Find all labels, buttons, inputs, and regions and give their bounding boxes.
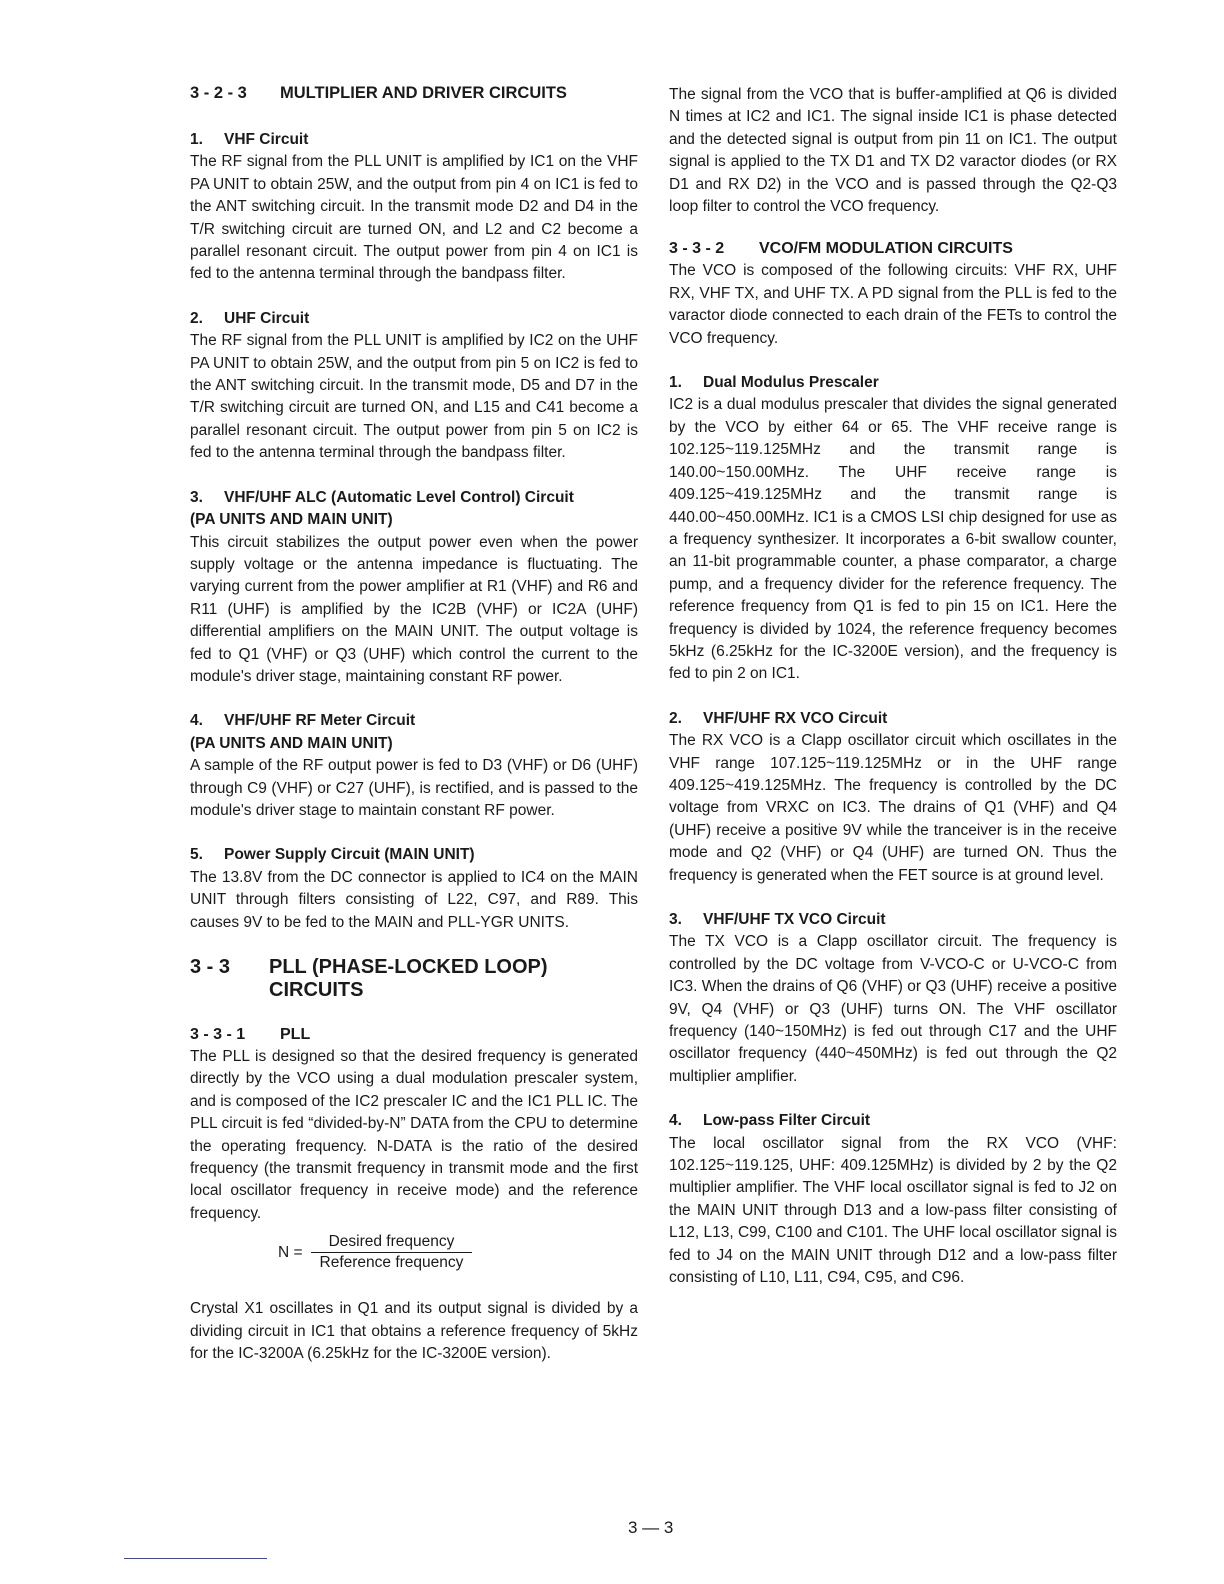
item-vhf-circuit	[190, 129, 638, 286]
item-heading: 2. VHF/UHF RX VCO Circuit	[669, 709, 888, 727]
section-title: PLL (PHASE-LOCKED LOOP) CIRCUITS	[269, 956, 548, 1001]
item-body: The 13.8V from the DC connector is applied to IC4 on the MAIN UNIT through filters consisting of L22, C97, and R89. This causes 9V to be fed to the MAIN and PLL-YGR UNITS.	[190, 868, 638, 931]
formula-numerator: Desired frequency	[311, 1233, 473, 1253]
section-title: VCO/FM MODULATION CIRCUITS	[759, 240, 1013, 258]
formula-denominator: Reference frequency	[319, 1254, 464, 1272]
right-column	[669, 84, 1117, 1312]
item-heading: 5. Power Supply Circuit (MAIN UNIT)	[190, 846, 475, 864]
item-heading: 1. Dual Modulus Prescaler	[669, 374, 879, 392]
item-rf-meter-circuit	[190, 710, 638, 822]
item-alc-circuit	[190, 487, 638, 689]
left-column	[190, 84, 638, 1387]
item-body: The RX VCO is a Clapp oscillator circuit which oscillates in the VHF range 107.125~119.125MHz or in the UHF range 409.125~419.125MHz. The frequency is controlled by the DC voltage from VRXC on IC3. The drains of Q1 (VHF) and Q4 (UHF) receive a positive 9V while the tranceiver is in the receive mode and Q2 (VHF) or Q4 (UHF) are turned ON. Thus the frequency is generated when the FET source is at ground level.	[669, 732, 1117, 884]
formula-lhs: N =	[278, 1243, 303, 1261]
pll-body: The PLL is designed so that the desired frequency is generated directly by the VCO using a dual modulation prescaler system, and is composed of the IC2 prescaler IC and the IC1 PLL IC. The PLL circuit is fed “divided-by-N” DATA from the CPU to determine the operating frequency. N-DATA is the ratio of the desired frequency (the transmit frequency in transmit mode and the first local oscillator frequency in receive mode) and the reference frequency.	[190, 1048, 638, 1222]
item-heading-line2: (PA UNITS AND MAIN UNIT)	[190, 511, 393, 529]
section-heading-3-2-3	[190, 84, 638, 103]
section-number: 3 - 2 - 3	[190, 84, 247, 102]
crystal-body: Crystal X1 oscillates in Q1 and its output signal is divided by a dividing circuit in IC1 that obtains a reference frequency of 5kHz for the IC-3200A (6.25kHz for the IC-3200E version).	[190, 1300, 638, 1363]
section-number: 3 - 3 - 1	[190, 1026, 246, 1043]
item-heading: 1. VHF Circuit	[190, 131, 309, 148]
item-heading-line2: (PA UNITS AND MAIN UNIT)	[190, 734, 393, 752]
item-heading: 3. VHF/UHF TX VCO Circuit	[669, 911, 886, 928]
item-heading: 4. Low-pass Filter Circuit	[669, 1112, 871, 1130]
page-number: 3 — 3	[628, 1518, 674, 1537]
item-heading: 3. VHF/UHF ALC (Automatic Level Control) Circuit	[190, 488, 574, 506]
item-body: The RF signal from the PLL UNIT is amplified by IC2 on the UHF PA UNIT to obtain 25W, and the output from pin 5 on IC2 is fed to the ANT switching circuit. In the transmit mode, D5 and D7 in the T/R switching circuit are turned ON, and L15 and C41 become a parallel resonant circuit. The output power from pin 5 on IC2 is fed to the antenna terminal through the bandpass filter.	[190, 332, 638, 462]
n-formula	[278, 1233, 638, 1272]
section-title: MULTIPLIER AND DRIVER CIRCUITS	[280, 84, 567, 102]
item-heading: 2. UHF Circuit	[190, 309, 310, 327]
item-heading: 4. VHF/UHF RF Meter Circuit	[190, 712, 416, 730]
item-body: This circuit stabilizes the output power even when the power supply voltage or the antenna impedance is fluctuating. The varying current from the power amplifier at R1 (VHF) and R6 and R11 (UHF) is amplified by the IC2B (VHF) or IC2A (UHF) differential amplifiers on the MAIN UNIT. The output voltage is fed to Q1 (VHF) or Q3 (UHF) which control the current to the module's driver stage, maintaining constant RF power.	[190, 533, 638, 685]
formula-fraction	[311, 1233, 473, 1272]
section-heading-3-3-2	[669, 240, 1117, 258]
item-uhf-circuit	[190, 308, 638, 465]
footnote-rule	[124, 1558, 267, 1559]
section-heading-3-3-1	[190, 1026, 638, 1044]
vco-intro-paragraph: The signal from the VCO that is buffer-amplified at Q6 is divided N times at IC2 and IC1. The signal inside IC1 is phase detected and the detected signal is output from pin 11 on IC1. The output signal is applied to the TX D1 and TX D2 varactor diodes (or RX D1 and RX D2) in the VCO and is passed through the Q2-Q3 loop filter to control the VCO frequency.	[669, 86, 1117, 216]
item-rx-vco-circuit	[669, 708, 1117, 887]
section-number: 3 - 3	[190, 956, 231, 978]
item-power-supply-circuit	[190, 844, 638, 934]
item-body: The RF signal from the PLL UNIT is amplified by IC1 on the VHF PA UNIT to obtain 25W, and the output from pin 4 on IC1 is fed to the ANT switching circuit. In the transmit mode D2 and D4 in the T/R switching circuit are turned ON, and L2 and C2 become a parallel resonant circuit. The output power from pin 4 on IC1 is fed to the antenna terminal through the bandpass filter.	[190, 153, 638, 283]
section-heading-3-3	[190, 956, 638, 1002]
item-dual-modulus-prescaler	[669, 372, 1117, 686]
item-body: The local oscillator signal from the RX VCO (VHF: 102.125~119.125, UHF: 409.125MHz) is divided by 2 by the Q2 multiplier amplifier. The VHF local oscillator signal is fed to J2 on the MAIN UNIT through D13 and a low-pass filter consisting of L12, L13, C99, C100 and C101. The UHF local oscillator signal is fed to J4 on the MAIN UNIT through D12 and a low-pass filter consisting of L10, L11, C94, C95, and C96.	[669, 1134, 1117, 1287]
item-body: A sample of the RF output power is fed to D3 (VHF) or D6 (UHF) through C9 (VHF) or C27 (UHF), is rectified, and is passed to the module's driver stage to maintain constant RF power.	[190, 757, 638, 819]
section-title: PLL	[280, 1026, 311, 1043]
section-body: The VCO is composed of the following circuits: VHF RX, UHF RX, VHF TX, and UHF TX. A PD signal from the PLL is fed to the varactor diode connected to each drain of the FETs to control the VCO frequency.	[669, 262, 1117, 347]
item-body: IC2 is a dual modulus prescaler that divides the signal generated by the VCO by either 64 or 65. The VHF receive range is 102.125~119.125MHz and the transmit range is 140.00~150.00MHz. The UHF receive range is 409.125~419.125MHz and the transmit range is 440.00~450.00MHz. IC1 is a CMOS LSI chip designed for use as a frequency synthesizer. It incorporates a 6-bit swallow counter, an 11-bit programmable counter, a phase comparator, a charge pump, and a frequency divider for the reference frequency. The reference frequency from Q1 is fed to pin 15 on IC1. Here the frequency is divided by 1024, the reference frequency becomes 5kHz (6.25kHz for the IC-3200E version), and the frequency is fed to pin 2 on IC1.	[669, 396, 1117, 683]
item-body: The TX VCO is a Clapp oscillator circuit. The frequency is controlled by the DC voltage from V-VCO-C or U-VCO-C from IC3. When the drains of Q6 (VHF) or Q3 (UHF) receive a positive 9V, Q4 (VHF) or Q3 (UHF) turns ON. The VHF oscillator frequency (140~150MHz) is fed out through C17 and the UHF oscillator frequency (440~450MHz) is fed out through the Q2 multiplier amplifier.	[669, 933, 1117, 1085]
item-low-pass-filter-circuit	[669, 1110, 1117, 1289]
section-number: 3 - 3 - 2	[669, 240, 725, 258]
item-tx-vco-circuit	[669, 909, 1117, 1088]
